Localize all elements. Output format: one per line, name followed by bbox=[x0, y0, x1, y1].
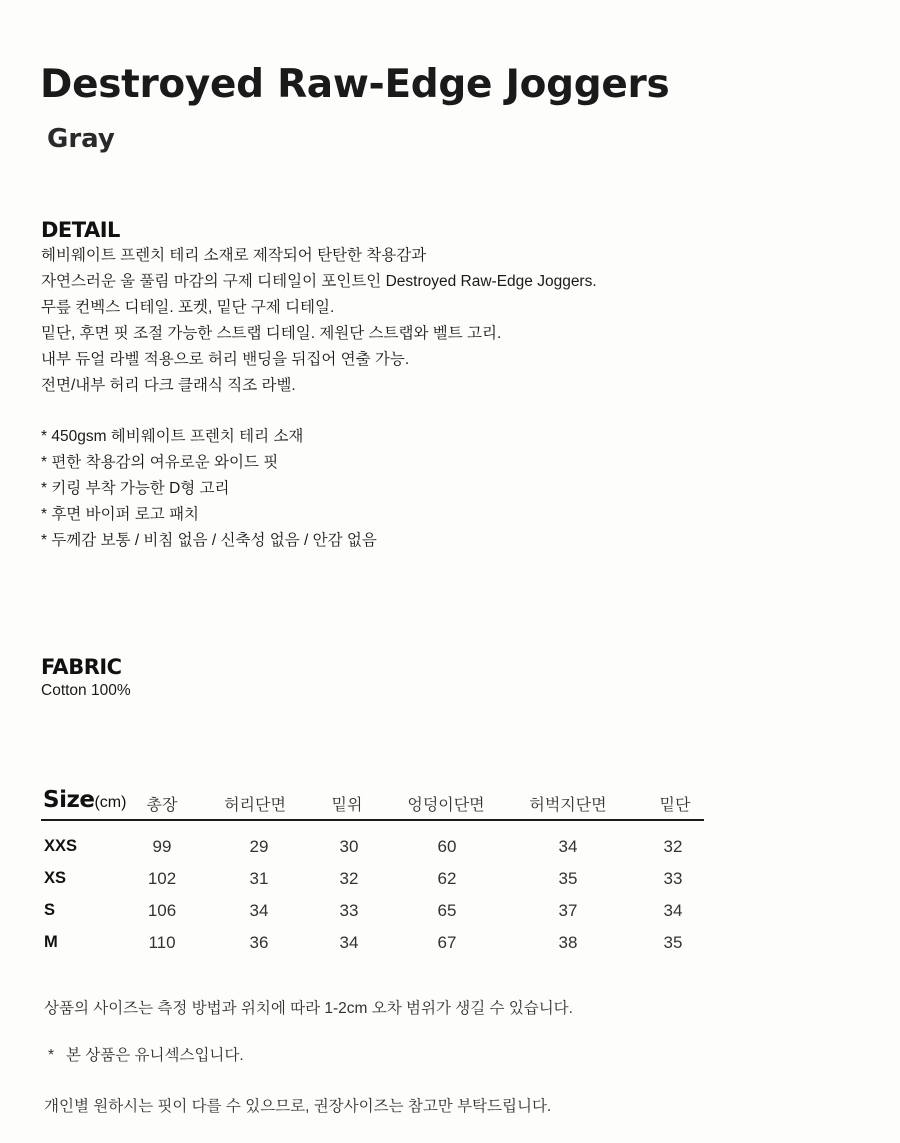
table-row bbox=[41, 832, 704, 864]
fabric-composition: Cotton 100% bbox=[41, 682, 131, 699]
table-row bbox=[41, 864, 704, 896]
column-header: 엉덩이단면 bbox=[407, 797, 485, 814]
detail-line: 자연스러운 울 풀림 마감의 구제 디테일이 포인트인 Destroyed Raw-Edge Joggers. bbox=[41, 273, 597, 290]
table-cell: 34 bbox=[249, 901, 269, 920]
table-cell: 34 bbox=[663, 901, 683, 920]
column-header: 총장 bbox=[146, 797, 178, 814]
unisex-note bbox=[44, 1043, 244, 1065]
column-header: 밑단 bbox=[659, 797, 691, 814]
table-cell: 29 bbox=[249, 837, 269, 856]
product-title: Destroyed Raw-Edge Joggers bbox=[40, 62, 670, 107]
size-table-header bbox=[41, 786, 704, 821]
reference-note: 개인별 원하시는 핏이 다를 수 있으므로, 권장사이즈는 참고만 부탁드립니다. bbox=[44, 1098, 552, 1115]
table-cell: 34 bbox=[558, 837, 578, 856]
table-row bbox=[41, 896, 704, 928]
table-cell: 32 bbox=[339, 869, 359, 888]
detail-line: 무릎 컨벡스 디테일. 포켓, 밑단 구제 디테일. bbox=[41, 299, 335, 316]
detail-line: 헤비웨이트 프렌치 테리 소재로 제작되어 탄탄한 착용감과 bbox=[41, 247, 427, 264]
table-cell: 102 bbox=[147, 869, 177, 888]
measurement-note: 상품의 사이즈는 측정 방법과 위치에 따라 1-2cm 오차 범위가 생길 수 있습니다. bbox=[44, 1000, 573, 1017]
detail-description bbox=[41, 243, 597, 399]
detail-heading: DETAIL bbox=[41, 218, 120, 242]
column-header: 허벅지단면 bbox=[529, 797, 607, 814]
size-table bbox=[41, 786, 704, 960]
detail-bullet: * 두께감 보통 / 비침 없음 / 신축성 없음 / 안감 없음 bbox=[41, 532, 377, 549]
row-size: XS bbox=[44, 869, 67, 887]
table-cell: 33 bbox=[339, 901, 359, 920]
unisex-text: 본 상품은 유니섹스입니다. bbox=[66, 1047, 244, 1064]
table-cell: 60 bbox=[437, 837, 457, 856]
size-unit: (cm) bbox=[94, 794, 127, 811]
table-cell: 33 bbox=[663, 869, 683, 888]
row-size: XXS bbox=[44, 837, 78, 855]
table-cell: 35 bbox=[663, 933, 683, 952]
table-cell: 31 bbox=[249, 869, 269, 888]
detail-bullet: * 편한 착용감의 여유로운 와이드 핏 bbox=[41, 454, 279, 471]
table-cell: 34 bbox=[339, 933, 359, 952]
row-size: M bbox=[44, 933, 58, 951]
detail-bullets bbox=[41, 424, 377, 554]
asterisk: * bbox=[48, 1047, 55, 1064]
table-cell: 36 bbox=[249, 933, 269, 952]
table-row bbox=[41, 928, 704, 960]
column-header: 허리단면 bbox=[224, 797, 286, 814]
table-cell: 62 bbox=[437, 869, 457, 888]
table-cell: 110 bbox=[148, 933, 176, 952]
table-cell: 38 bbox=[558, 933, 578, 952]
product-color: Gray bbox=[47, 124, 115, 154]
detail-bullet: * 450gsm 헤비웨이트 프렌치 테리 소재 bbox=[41, 428, 304, 445]
detail-line: 전면/내부 허리 다크 클래식 직조 라벨. bbox=[41, 377, 296, 394]
fabric-heading: FABRIC bbox=[41, 655, 122, 679]
column-header: 밑위 bbox=[331, 797, 363, 814]
size-label bbox=[43, 787, 126, 813]
detail-bullet: * 키링 부착 가능한 D형 고리 bbox=[41, 480, 230, 497]
table-cell: 32 bbox=[663, 837, 683, 856]
detail-bullet: * 후면 바이퍼 로고 패치 bbox=[41, 506, 200, 523]
table-cell: 65 bbox=[437, 901, 457, 920]
detail-line: 밑단, 후면 핏 조절 가능한 스트랩 디테일. 제원단 스트랩와 벨트 고리. bbox=[41, 325, 502, 342]
table-cell: 106 bbox=[147, 901, 177, 920]
table-cell: 99 bbox=[152, 837, 172, 856]
size-label-text: Size bbox=[43, 787, 95, 813]
table-cell: 35 bbox=[558, 869, 578, 888]
row-size: S bbox=[44, 901, 56, 919]
table-cell: 37 bbox=[558, 901, 578, 920]
table-cell: 30 bbox=[339, 837, 359, 856]
detail-line: 내부 듀얼 라벨 적용으로 허리 밴딩을 뒤집어 연출 가능. bbox=[41, 351, 410, 368]
table-cell: 67 bbox=[437, 933, 457, 952]
